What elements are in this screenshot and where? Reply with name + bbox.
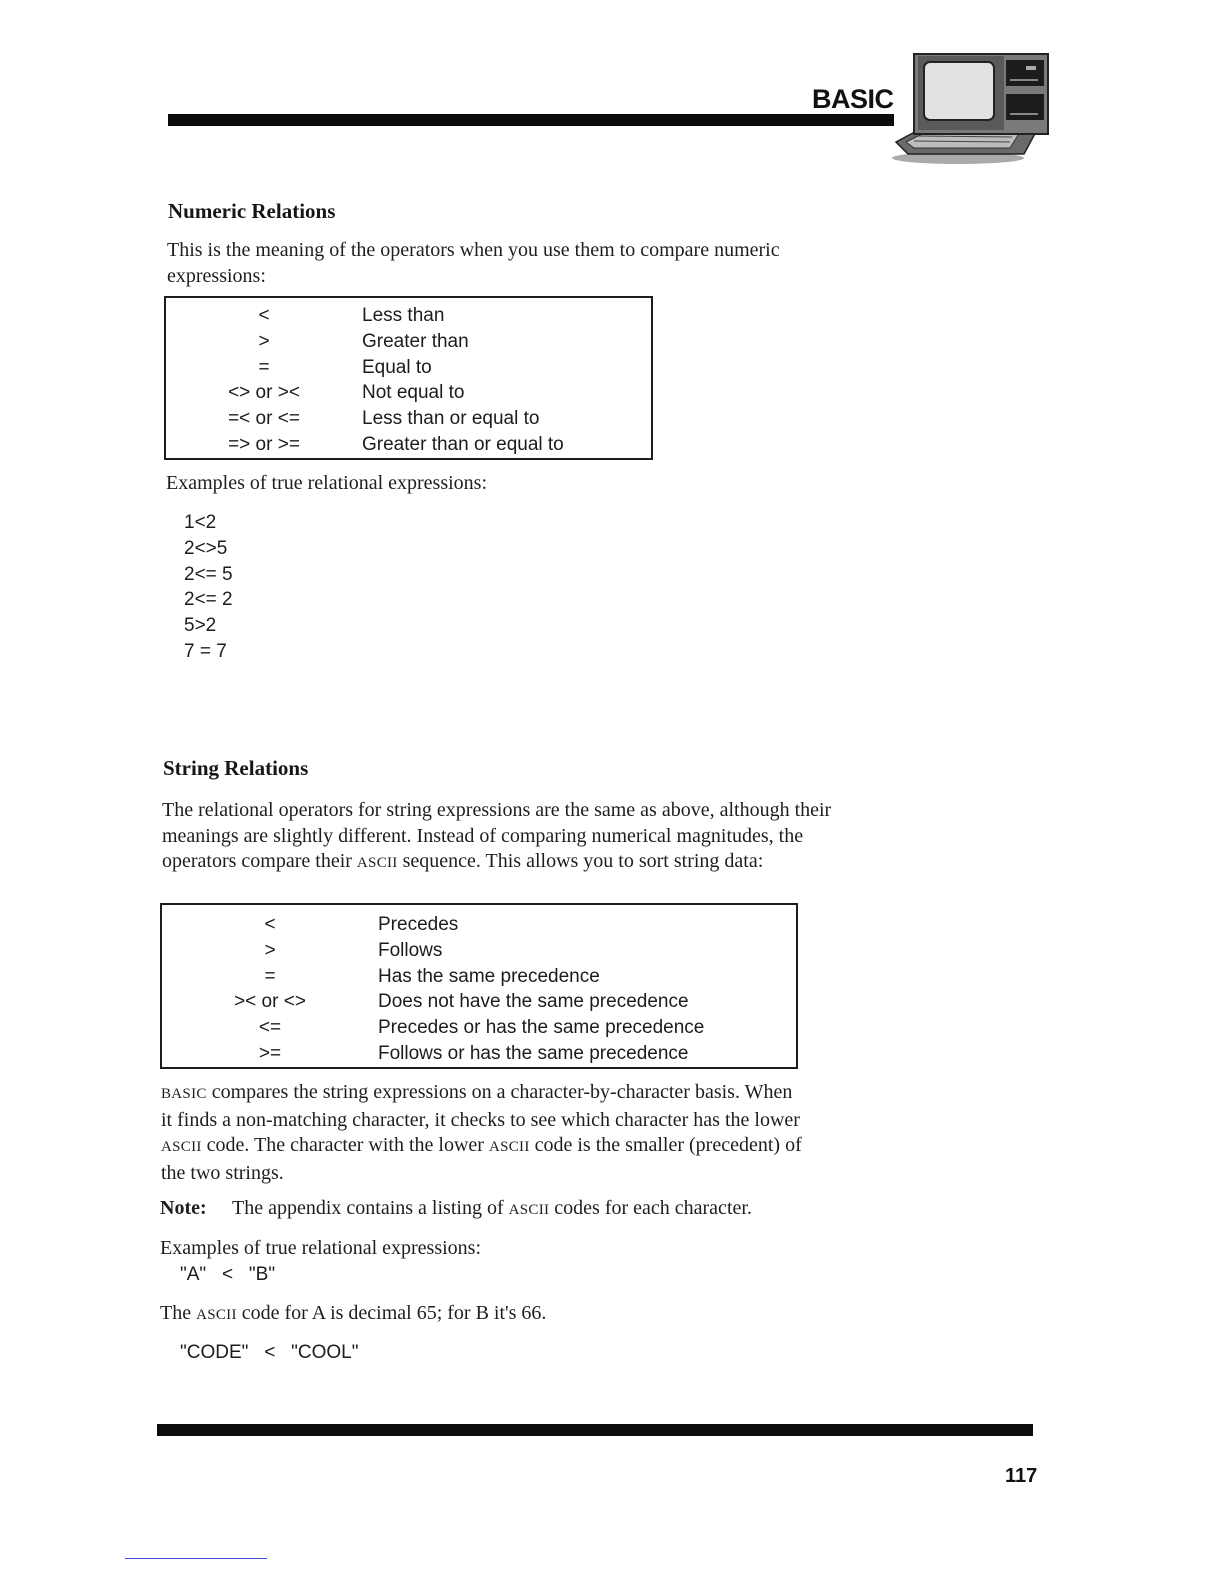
list-item: 2<>5 xyxy=(184,537,228,559)
ascii-code-line: The ASCII code for A is decimal 65; for B it's 66. xyxy=(160,1302,547,1324)
numeric-examples-label: Examples of true relational expressions: xyxy=(166,472,488,494)
meaning-cell: Follows or has the same precedence xyxy=(378,1042,689,1064)
string-intro-line-1: The relational operators for string expressions are the same as above, although their xyxy=(162,799,832,821)
string-intro xyxy=(162,798,882,877)
string-intro-line-3: operators compare their ASCII sequence. This allows you to sort string data: xyxy=(162,850,764,873)
string-example-1: "A" < "B" xyxy=(180,1264,276,1285)
operator-cell: <= xyxy=(258,1017,282,1039)
list-item: 1<2 xyxy=(184,512,217,533)
meaning-cell: Precedes xyxy=(378,914,459,935)
string-example-2: "CODE" < "COOL" xyxy=(180,1342,359,1363)
numeric-heading: Numeric Relations xyxy=(168,199,336,223)
operator-cell: <> or >< xyxy=(228,382,300,404)
meaning-cell: Greater than xyxy=(362,330,469,352)
meaning-cell: Greater than or equal to xyxy=(362,433,564,455)
meaning-cell: Follows xyxy=(378,939,443,961)
header-title: BASIC xyxy=(812,84,894,114)
table-row xyxy=(161,989,797,1015)
string-heading: String Relations xyxy=(163,756,309,780)
numeric-examples-list xyxy=(184,510,233,665)
table-row xyxy=(161,912,797,938)
list-item: 7 = 7 xyxy=(184,640,227,662)
numeric-intro: This is the meaning of the operators when you use them to compare numeric expressions: xyxy=(167,239,780,287)
page-number: 117 xyxy=(1005,1465,1038,1487)
meaning-cell: Precedes or has the same precedence xyxy=(378,1017,705,1039)
operator-cell: >< or <> xyxy=(234,991,306,1013)
table-row xyxy=(165,406,652,432)
operator-cell: < xyxy=(264,914,276,935)
string-intro-line-2: meanings are slightly different. Instead of comparing numerical magnitudes, the xyxy=(162,824,804,847)
meaning-cell: Equal to xyxy=(362,356,432,378)
operator-cell: < xyxy=(258,305,270,326)
table-row xyxy=(165,303,652,329)
operator-cell: > xyxy=(258,330,270,352)
operator-cell: =< or <= xyxy=(228,408,300,430)
string-operator-table xyxy=(160,903,798,1069)
meaning-cell: Does not have the same precedence xyxy=(378,991,689,1013)
operator-cell: = xyxy=(264,965,276,987)
string-body: BASIC compares the string expressions on a character-by-character basis. When it finds a non-matching character, it checks to see which character has the lower ASCII code. The character with the lower ASCII code is the smaller (precedent) of the two strings. xyxy=(161,1081,802,1184)
note-line: Note: The appendix contains a listing of ASCII codes for each character. xyxy=(160,1196,880,1224)
table-row xyxy=(161,1041,797,1068)
list-item: 2<= 2 xyxy=(184,589,233,611)
table-row xyxy=(161,1015,797,1041)
table-row xyxy=(161,938,797,964)
operator-cell: > xyxy=(264,939,276,961)
meaning-cell: Less than xyxy=(362,305,445,326)
table-row xyxy=(165,355,652,381)
list-item: 5>2 xyxy=(184,615,217,637)
note-label: Note: xyxy=(160,1197,207,1219)
table-row xyxy=(165,380,652,406)
operator-cell: >= xyxy=(258,1042,282,1064)
table-row xyxy=(165,329,652,355)
footer-link-underline xyxy=(125,1558,267,1559)
footer-rule xyxy=(157,1424,1033,1436)
table-row xyxy=(161,964,797,990)
list-item: 2<= 5 xyxy=(184,563,233,585)
meaning-cell: Not equal to xyxy=(362,382,465,404)
operator-cell: => or >= xyxy=(228,433,300,455)
computer-illustration xyxy=(888,50,1056,170)
numeric-operator-table xyxy=(164,296,653,460)
meaning-cell: Less than or equal to xyxy=(362,408,540,430)
header-rule xyxy=(168,114,894,126)
meaning-cell: Has the same precedence xyxy=(378,965,600,987)
table-row xyxy=(161,904,797,912)
operator-cell: = xyxy=(258,356,270,378)
table-row xyxy=(165,432,652,459)
string-examples-label: Examples of true relational expressions: xyxy=(160,1237,482,1259)
